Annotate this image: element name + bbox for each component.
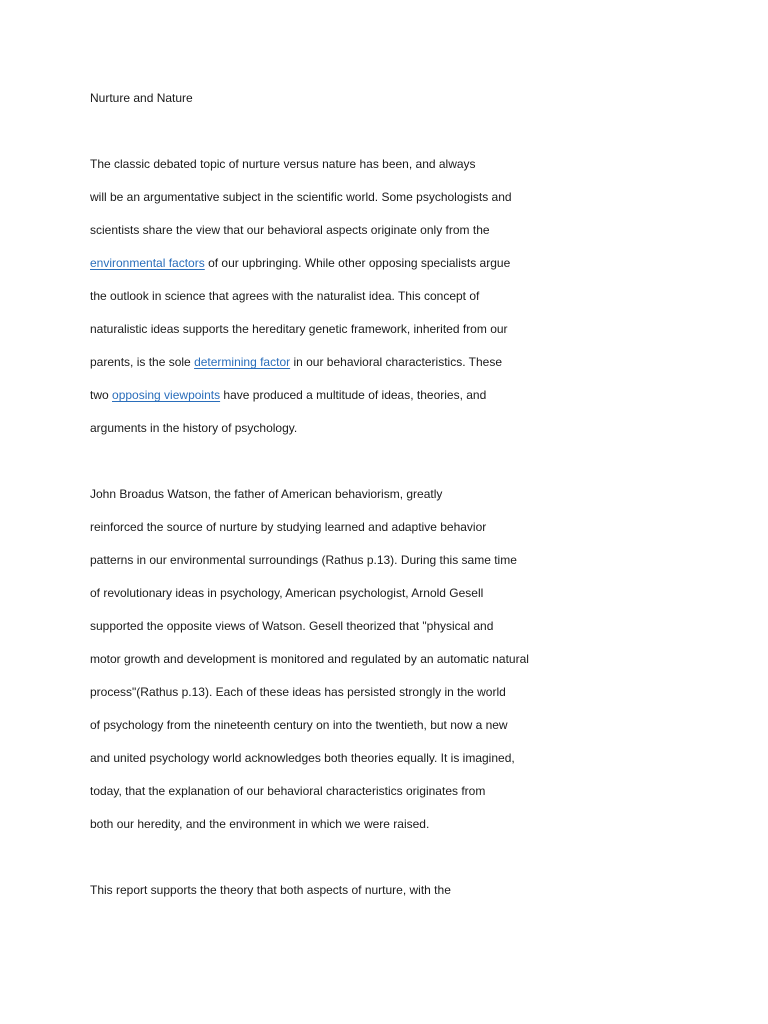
paragraph-1-line-6: naturalistic ideas supports the hereditary genetic framework, inherited from our [90,322,508,336]
link-opposing-viewpoints[interactable]: opposing viewpoints [112,388,221,402]
paragraph-1-line-4-text: of our upbringing. While other opposing specialists argue [204,256,511,270]
paragraph-2-line-7: process"(Rathus p.13). Each of these ideas has persisted strongly in the world [90,685,506,699]
paragraph-2-line-4: of revolutionary ideas in psychology, American psychologist, Arnold Gesell [90,586,484,600]
paragraph-1-line-9: arguments in the history of psychology. [90,421,298,435]
paragraph-1-line-4 [90,255,510,271]
paragraph-2-line-9: and united psychology world acknowledges both theories equally. It is imagined, [90,751,515,765]
paragraph-2-line-11: both our heredity, and the environment in which we were raised. [90,817,430,831]
paragraph-1-line-8-post: have produced a multitude of ideas, theories, and [220,388,487,402]
paragraph-1-line-8-pre: two [90,388,113,402]
paragraph-2-line-5: supported the opposite views of Watson. Gesell theorized that "physical and [90,619,494,633]
paragraph-1-line-7-pre: parents, is the sole [90,355,195,369]
link-determining-factor[interactable]: determining factor [194,355,291,369]
paragraph-3-line-1: This report supports the theory that both aspects of nurture, with the [90,883,451,897]
document-title: Nurture and Nature [90,91,193,105]
paragraph-1-line-7-post: in our behavioral characteristics. These [290,355,502,369]
paragraph-2-line-10: today, that the explanation of our behavioral characteristics originates from [90,784,486,798]
paragraph-2-line-1: John Broadus Watson, the father of American behaviorism, greatly [90,487,443,501]
paragraph-2-line-8: of psychology from the nineteenth century on into the twentieth, but now a new [90,718,508,732]
paragraph-1-line-5: the outlook in science that agrees with the naturalist idea. This concept of [90,289,480,303]
paragraph-1-line-1: The classic debated topic of nurture versus nature has been, and always [90,157,476,171]
paragraph-2-line-6: motor growth and development is monitored and regulated by an automatic natural [90,652,529,666]
paragraph-1-line-8 [90,387,486,403]
paragraph-2-line-2: reinforced the source of nurture by studying learned and adaptive behavior [90,520,487,534]
link-environmental-factors[interactable]: environmental factors [90,256,205,270]
paragraph-2-line-3: patterns in our environmental surroundings (Rathus p.13). During this same time [90,553,517,567]
paragraph-1-line-3: scientists share the view that our behavioral aspects originate only from the [90,223,490,237]
paragraph-1-line-2: will be an argumentative subject in the scientific world. Some psychologists and [90,190,512,204]
paragraph-1-line-7 [90,354,502,370]
